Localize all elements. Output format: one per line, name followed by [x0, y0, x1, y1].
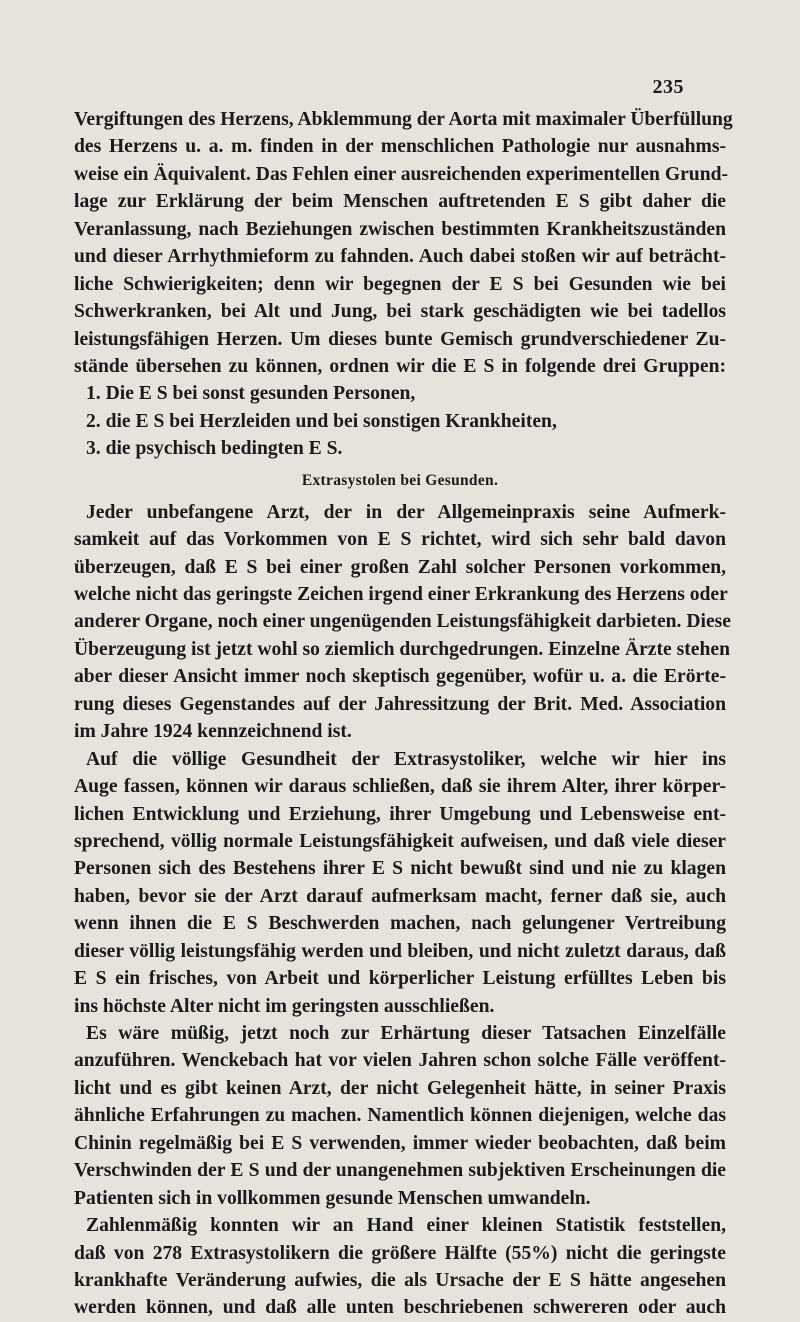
- text-line: rung dieses Gegenstandes auf der Jahressitzung der Brit. Med. Association: [74, 693, 726, 715]
- text-line: aber dieser Ansicht immer noch skeptisch gegenüber, wofür u. a. die Erörte-: [74, 666, 726, 688]
- text-line: anzuführen. Wenckebach hat vor vielen Jahren schon solche Fälle veröffent-: [74, 1050, 726, 1072]
- list-item: 1. Die E S bei sonst gesunden Personen,: [86, 383, 416, 405]
- text-line: im Jahre 1924 kennzeichnend ist.: [74, 721, 352, 743]
- text-line: Auge fassen, können wir daraus schließen, daß sie ihrem Alter, ihrer körper-: [74, 776, 726, 798]
- text-line: Jeder unbefangene Arzt, der in der Allgemeinpraxis seine Aufmerk-: [86, 501, 726, 523]
- text-line: Verschwinden der E S und der unangenehmen subjektiven Erscheinungen die: [74, 1160, 726, 1182]
- text-line: ähnliche Erfahrungen zu machen. Namentlich können diejenigen, welche das: [74, 1105, 726, 1127]
- text-line: anderer Organe, noch einer ungenügenden Leistungsfähigkeit darbieten. Diese: [74, 611, 731, 633]
- text-line: überzeugen, daß E S bei einer großen Zahl solcher Personen vorkommen,: [74, 556, 726, 578]
- text-line: des Herzens u. a. m. finden in der menschlichen Pathologie nur ausnahms-: [74, 136, 726, 158]
- list-item: 2. die E S bei Herzleiden und bei sonstigen Krankheiten,: [86, 410, 557, 432]
- text-line: werden können, und daß alle unten beschriebenen schwereren oder auch: [74, 1297, 726, 1319]
- text-line: daß von 278 Extrasystolikern die größere Hälfte (55%) nicht die geringste: [74, 1242, 726, 1264]
- text-line: und dieser Arrhythmieform zu fahnden. Auch dabei stoßen wir auf beträcht-: [74, 246, 726, 268]
- list-item: 3. die psychisch bedingten E S.: [86, 438, 343, 460]
- text-line: Es wäre müßig, jetzt noch zur Erhärtung dieser Tatsachen Einzelfälle: [86, 1023, 726, 1044]
- text-line: lage zur Erklärung der beim Menschen auftretenden E S gibt daher die: [74, 191, 726, 213]
- text-line: welche nicht das geringste Zeichen irgend einer Erkrankung des Herzens oder: [74, 584, 728, 605]
- text-line: stände übersehen zu können, ordnen wir die E S in folgende drei Gruppen:: [74, 355, 726, 377]
- text-line: Überzeugung ist jetzt wohl so ziemlich durchgedrungen. Einzelne Ärzte stehen: [74, 638, 730, 660]
- text-line: Schwerkranken, bei Alt und Jung, bei stark geschädigten wie bei tadellos: [74, 301, 726, 323]
- text-line: lichen Entwicklung und Erziehung, ihrer Umgebung und Lebensweise ent-: [74, 803, 726, 825]
- text-line: haben, bevor sie der Arzt darauf aufmerksam macht, ferner daß sie, auch: [74, 885, 726, 907]
- text-line: E S ein frisches, von Arbeit und körperlicher Leistung erfülltes Leben bis: [74, 968, 726, 990]
- text-line: krankhafte Veränderung aufwies, die als Ursache der E S hätte angesehen: [74, 1269, 726, 1291]
- section-heading: Extrasystolen bei Gesunden.: [301, 471, 499, 489]
- text-line: liche Schwierigkeiten; denn wir begegnen der E S bei Gesunden wie bei: [74, 273, 726, 295]
- text-line: Personen sich des Bestehens ihrer E S nicht bewußt sind und nie zu klagen: [74, 858, 726, 880]
- text-line: Veranlassung, nach Beziehungen zwischen bestimmten Krankheitszuständen: [74, 218, 726, 240]
- text-line: Auf die völlige Gesundheit der Extrasystoliker, welche wir hier ins: [86, 748, 726, 770]
- text-line: wenn ihnen die E S Beschwerden machen, nach gelungener Vertreibung: [74, 913, 726, 935]
- text-line: licht und es gibt keinen Arzt, der nicht Gelegenheit hätte, in seiner Praxis: [74, 1077, 726, 1099]
- body-text: [74, 106, 733, 1322]
- text-line: weise ein Äquivalent. Das Fehlen einer ausreichenden experimentellen Grund-: [74, 163, 729, 185]
- text-line: ins höchste Alter nicht im geringsten ausschließen.: [74, 995, 495, 1017]
- page-number: 235: [652, 76, 684, 98]
- text-line: Patienten sich in vollkommen gesunde Menschen umwandeln.: [74, 1187, 591, 1209]
- text-line: sprechend, völlig normale Leistungsfähigkeit aufweisen, und daß viele dieser: [74, 830, 726, 852]
- text-line: dieser völlig leistungsfähig werden und bleiben, und nicht zuletzt daraus, daß: [74, 940, 726, 962]
- text-line: Chinin regelmäßig bei E S verwenden, immer wieder beobachten, daß beim: [74, 1132, 726, 1154]
- text-line: samkeit auf das Vorkommen von E S richtet, wird sich sehr bald davon: [74, 529, 726, 551]
- text-line: Vergiftungen des Herzens, Abklemmung der Aorta mit maximaler Überfüllung: [74, 109, 733, 130]
- text-line: Zahlenmäßig konnten wir an Hand einer kleinen Statistik feststellen,: [86, 1215, 726, 1237]
- text-line: leistungsfähigen Herzen. Um dieses bunte Gemisch grundverschiedener Zu-: [74, 328, 726, 350]
